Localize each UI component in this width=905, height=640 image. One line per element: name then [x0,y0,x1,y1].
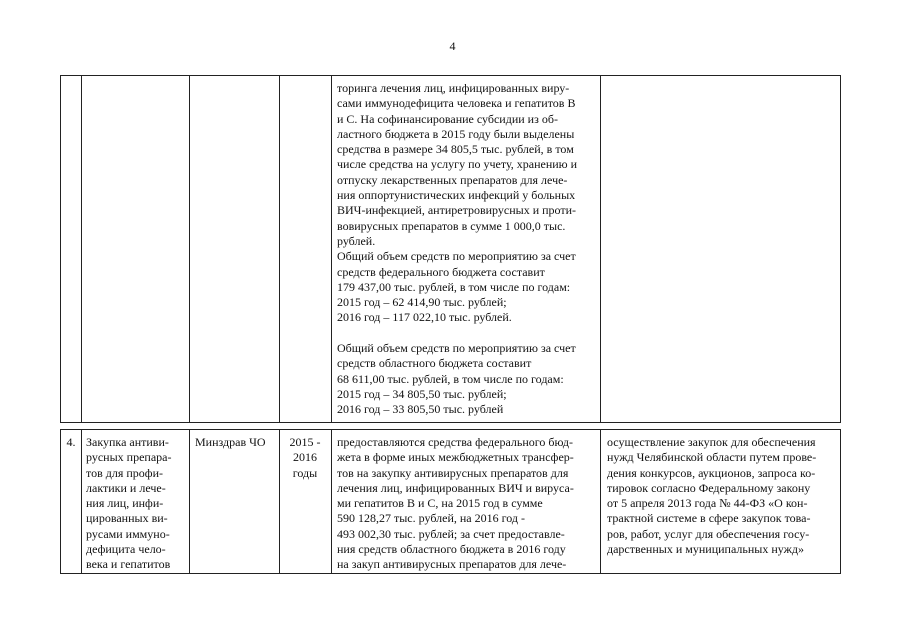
activity-name-cell [86,435,186,573]
table-border [60,429,61,574]
row-number-cell [61,435,81,450]
procurement-description-cell [607,435,835,557]
text-line: числе средства на услугу по учету, хранению и [337,157,578,172]
table-border [189,75,190,423]
text-line: средств областного бюджета составит [337,356,532,371]
table-border [60,422,841,423]
text-line: нужд Челябинской области путем прове- [607,450,817,465]
table-border [840,429,841,574]
text-line: средства в размере 34 805,5 тыс. рублей, в том [337,142,574,157]
responsible-executor: Минздрав ЧО [195,435,266,449]
table-border [189,429,190,574]
text-line: русами иммуно- [86,526,170,541]
text-line: рублей. [337,233,376,248]
table-border [60,429,841,430]
table-border [331,429,332,574]
text-line: 590 128,27 тыс. рублей, на 2016 год - [337,511,525,526]
text-line: тов для профи- [86,465,163,480]
period-cell [281,435,329,481]
text-line: дения конкурсов, аукционов, запроса ко- [607,465,816,480]
text-line: Общий объем средств по мероприятию за счет [337,341,576,356]
text-line: 2016 год – 33 805,50 тыс. рублей [337,402,504,417]
table-border [81,429,82,574]
text-line: 2016 [293,450,317,465]
text-line: века и гепатитов [86,557,171,572]
table-border [279,75,280,423]
text-line: 2015 - [289,435,321,449]
table-border [600,75,601,423]
text-line: годы [292,465,318,480]
funding-description-cell [337,81,595,418]
text-line: трактной системе в сфере закупок това- [607,511,811,526]
text-line: тов на закупку антивирусных препаратов для [337,465,569,480]
row-number: 4. [66,435,76,449]
text-line: тировок согласно Федеральному закону [607,480,811,495]
text-line: цированных ви- [86,511,168,526]
text-line: Общий объем средств по мероприятию за счет [337,249,576,264]
table-border [279,429,280,574]
text-line: отпуску лекарственных препаратов для лече- [337,172,568,187]
table-border [60,75,61,423]
text-line: русных препара- [86,450,172,465]
text-line: дефицита чело- [86,542,166,557]
table-border [840,75,841,423]
text-line: 2016 год – 117 022,10 тыс. рублей. [337,310,512,325]
text-line: 68 611,00 тыс. рублей, в том числе по годам: [337,371,564,386]
text-line: ластного бюджета в 2015 году были выделены [337,126,575,141]
text-line: ВИЧ-инфекцией, антиретровирусных и проти- [337,203,577,218]
text-line: вовирусных препаратов в сумме 1 000,0 тыс. [337,218,566,233]
text-line: дарственных и муниципальных нужд» [607,542,804,557]
text-line: 493 002,30 тыс. рублей; за счет предоставле- [337,526,565,541]
text-line: ния средств областного бюджета в 2016 году [337,542,566,557]
text-line: ров, работ, услуг для обеспечения госу- [607,526,810,541]
table-border [60,75,841,76]
funding-description-cell [337,435,595,573]
table-border [331,75,332,423]
text-line: 2015 год – 34 805,50 тыс. рублей; [337,386,507,401]
text-line: 179 437,00 тыс. рублей, в том числе по годам: [337,279,571,294]
text-line: на закуп антивирусных препаратов для лече- [337,557,567,572]
text-line: от 5 апреля 2013 года № 44-ФЗ «О кон- [607,496,808,511]
text-line: сами иммунодефицита человека и гепатитов В [337,96,576,111]
responsible-cell [195,435,277,450]
table-border [600,429,601,574]
text-line: предоставляются средства федерального бюд- [337,435,573,449]
text-line: лактики и лече- [86,480,166,495]
text-line: жета в форме иных межбюджетных трансфер- [337,450,574,465]
text-line: ми гепатитов В и С, на 2015 год в сумме [337,496,543,511]
text-line: лечения лиц, инфицированных ВИЧ и вируса- [337,480,574,495]
text-line: 2015 год – 62 414,90 тыс. рублей; [337,295,507,310]
text-line: и С. На софинансирование субсидии из об- [337,111,558,126]
text-line: ния лиц, инфи- [86,496,164,511]
table-border [81,75,82,423]
table-border [60,573,841,574]
text-line: осуществление закупок для обеспечения [607,435,816,449]
page-number: 4 [449,39,456,53]
text-line: торинга лечения лиц, инфицированных виру- [337,81,570,95]
text-line: средств федерального бюджета составит [337,264,545,279]
text-line: Закупка антиви- [86,435,169,449]
text-line: ния оппортунистических инфекций у больных [337,188,576,203]
